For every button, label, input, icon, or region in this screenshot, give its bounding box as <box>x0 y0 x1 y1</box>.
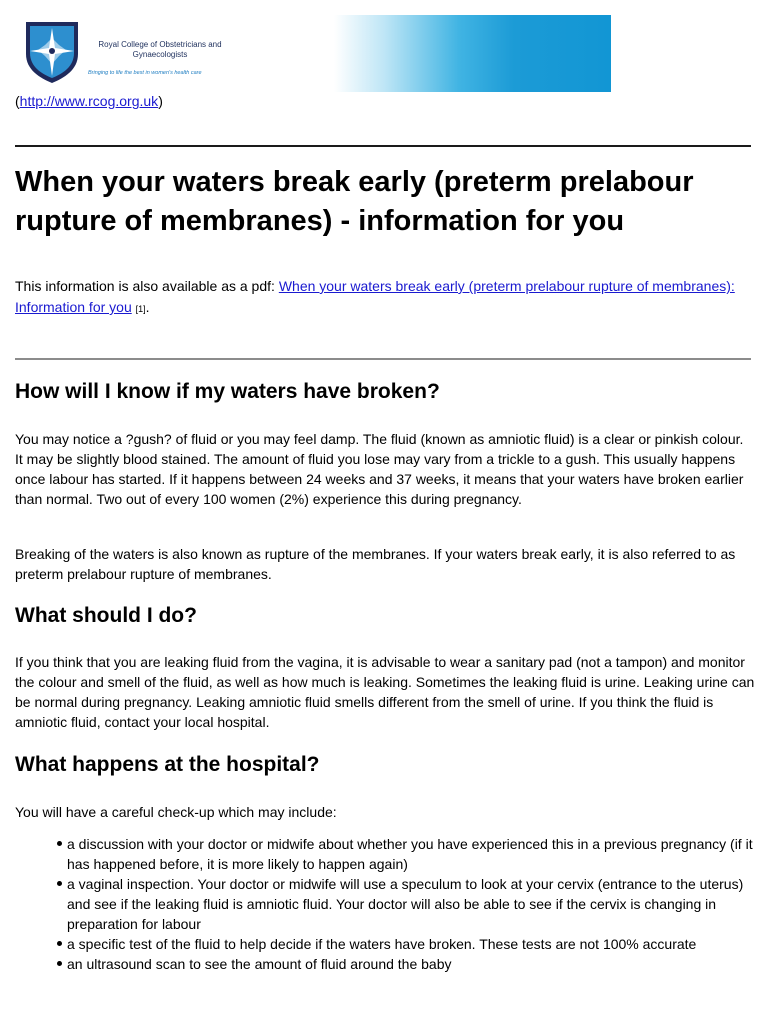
heading-what-to-do: What should I do? <box>15 604 197 627</box>
list-item <box>15 934 755 954</box>
list-item-text: a discussion with your doctor or midwife about whether you have experienced this in a previous pregnancy (if it has happened before, it is more likely to happen again) <box>67 836 753 872</box>
rcog-logo <box>24 20 80 84</box>
header-banner <box>334 15 611 92</box>
paragraph-checkup: You will have a careful check-up which may include: <box>15 804 337 820</box>
list-item-text: an ultrasound scan to see the amount of fluid around the baby <box>67 956 452 972</box>
paragraph-gush: You may notice a ?gush? of fluid or you may feel damp. The fluid (known as amniotic fluid) is a clear or pinkish colour. It may be slightly blood stained. The amount of fluid you lose may vary from a trickle to a gush. This usually happens once labour has started. If it happens between 24 weeks and 37 weeks, it means that your waters have broken earlier than normal. Two out of every 100 women (2%) experience this during pregnancy. <box>15 431 744 507</box>
pdf-reference: [1] <box>135 304 146 314</box>
list-item-text: a vaginal inspection. Your doctor or midwife will use a speculum to look at your cervix (entrance to the uterus) and see if the leaking fluid is amniotic fluid. Your doctor will also be able to see if the cervix is changing in preparation for labour <box>67 876 744 932</box>
site-link-line <box>15 93 163 109</box>
list-item <box>15 954 755 974</box>
paragraph-rupture: Breaking of the waters is also known as rupture of the membranes. If your waters break early, it is also referred to as preterm prelabour rupture of membranes. <box>15 546 736 582</box>
pdf-link[interactable]: When your waters break early (preterm prelabour rupture of membranes): Information for you <box>15 278 735 315</box>
bullet-icon <box>57 841 62 846</box>
page-title: When your waters break early (preterm prelabour rupture of membranes) - information for you <box>15 166 694 237</box>
link-open-paren: ( <box>15 93 20 109</box>
paragraph-leaking-fluid: If you think that you are leaking fluid from the vagina, it is advisable to wear a sanitary pad (not a tampon) and monitor the colour and smell of the fluid, as well as how much is leaking. Sometimes the leaking fluid is urine. Leaking urine can be normal during pregnancy. Leaking amniotic fluid smells different from the smell of urine. If you think the fluid is amniotic fluid, contact your local hospital. <box>15 654 755 730</box>
bullet-icon <box>57 961 62 966</box>
section-divider <box>15 358 751 360</box>
title-divider <box>15 145 751 147</box>
org-name: Royal College of Obstetricians and Gynaecologists <box>98 40 222 59</box>
list-item <box>15 874 755 934</box>
page-header <box>0 0 768 95</box>
bullet-icon <box>57 881 62 886</box>
list-item <box>15 834 755 874</box>
checkup-list <box>15 834 755 974</box>
link-close-paren: ) <box>158 93 163 109</box>
pdf-notice <box>15 276 755 320</box>
heading-waters-broken: How will I know if my waters have broken? <box>15 380 440 403</box>
bullet-icon <box>57 941 62 946</box>
pdf-notice-suffix: . <box>145 299 150 315</box>
rcog-website-link[interactable]: http://www.rcog.org.uk <box>19 93 159 109</box>
org-tagline: Bringing to life the best in women's health care <box>88 70 202 76</box>
list-item-text: a specific test of the fluid to help decide if the waters have broken. These tests are not 100% accurate <box>67 936 697 952</box>
pdf-notice-prefix: This information is also available as a pdf: <box>15 278 279 294</box>
heading-hospital: What happens at the hospital? <box>15 753 320 776</box>
